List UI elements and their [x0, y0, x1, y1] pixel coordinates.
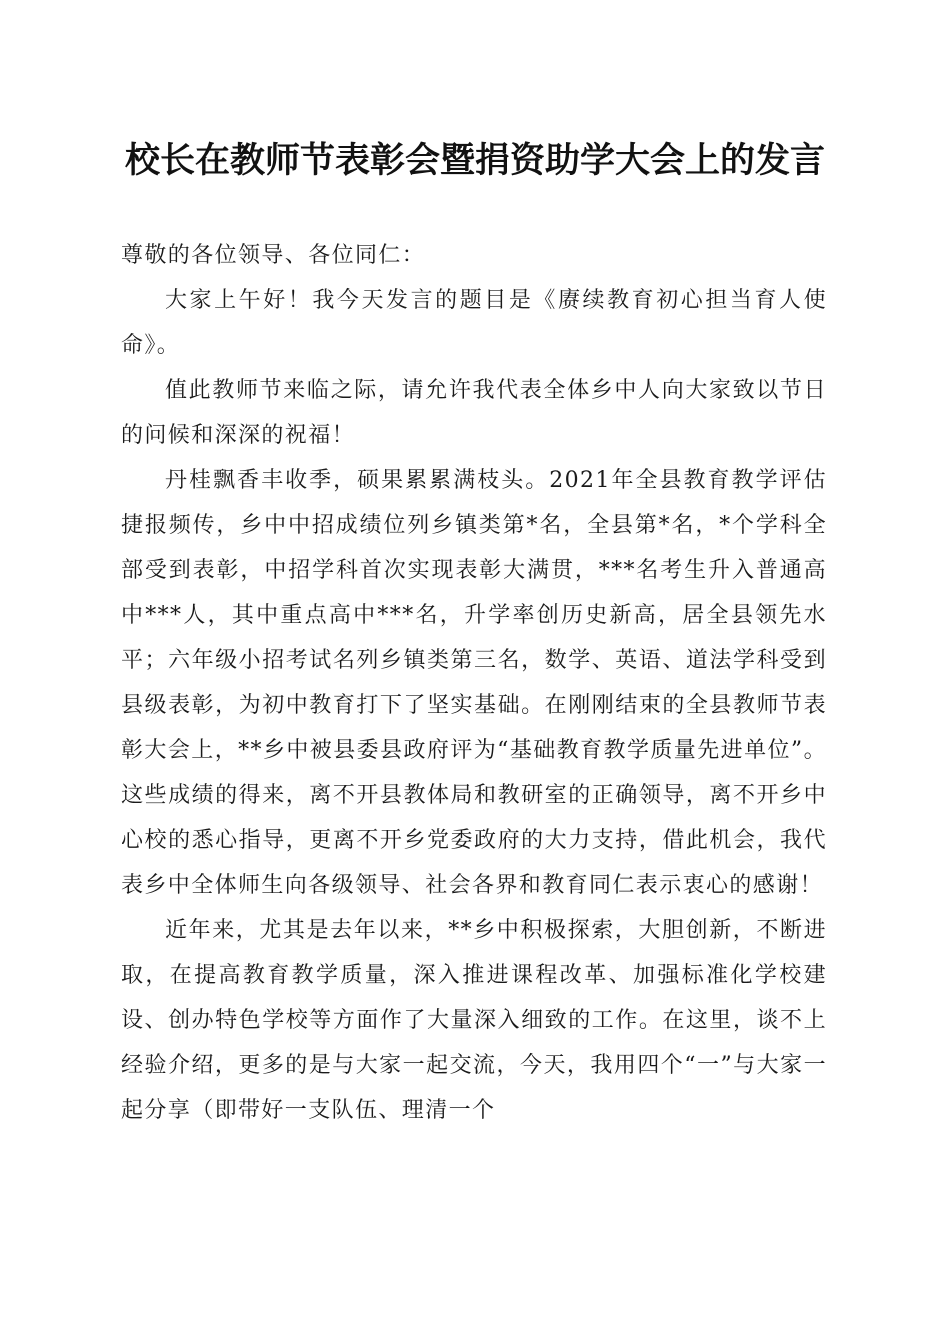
paragraph-2: 值此教师节来临之际，请允许我代表全体乡中人向大家致以节日的问候和深深的祝福！: [121, 378, 827, 448]
paragraph-4: 近年来，尤其是去年以来，**乡中积极探索，大胆创新，不断进取，在提高教育教学质量，深入推进课程改革、加强标准化学校建设、创办特色学校等方面作了大量深入细致的工作。在这里，谈不上经验介绍，更多的是与大家一起交流，今天，我用四个“一”与大家一起分享（即带好一支队伍、理清一个: [121, 918, 827, 1123]
document-title: 校长在教师节表彰会暨捐资助学大会上的发言: [124, 140, 825, 181]
document-body: [121, 233, 827, 1133]
salutation: 尊敬的各位领导、各位同仁：: [121, 243, 426, 268]
paragraph-3: 丹桂飘香丰收季，硕果累累满枝头。2021年全县教育教学评估捷报频传，乡中中招成绩位列乡镇类第*名，全县第*名，*个学科全部受到表彰，中招学科首次实现表彰大满贯，***名考生升入普通高中***人，其中重点高中***名，升学率创历史新高，居全县领先水平；六年级小招考试名列乡镇类第三名，数学、英语、道法学科受到县级表彰，为初中教育打下了坚实基础。在刚刚结束的全县教师节表彰大会上，**乡中被县委县政府评为“基础教育教学质量先进单位”。这些成绩的得来，离不开县教体局和教研室的正确领导，离不开乡中心校的悉心指导，更离不开乡党委政府的大力支持，借此机会，我代表乡中全体师生向各级领导、社会各界和教育同仁表示衷心的感谢！: [121, 468, 827, 898]
paragraph-1: 大家上午好！我今天发言的题目是《赓续教育初心担当育人使命》。: [121, 288, 827, 358]
